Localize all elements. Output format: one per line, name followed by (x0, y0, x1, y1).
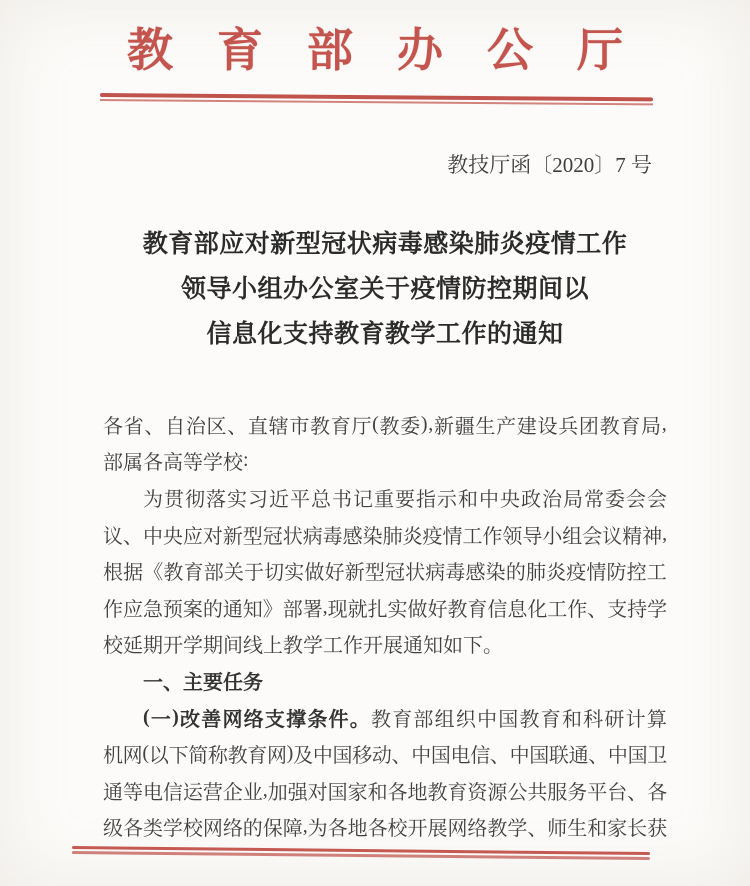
body-line: 议 、 中 央 应 对 新 型 冠 状 病 毒 感 染 肺 炎 疫 情 工 作 领 导 小 组 会 议 精 神 , (103, 522, 668, 548)
title-line: 信息化支持教育教学工作的通知 (206, 321, 564, 348)
body-line: ( 一 ) 改 善 网 络 支 撑 条 件 。 教 育 部 组 织 中 国 教 育 和 科 研 计 算 (143, 705, 667, 731)
document-number: 教技厅函〔2020〕7 号 (447, 153, 652, 177)
body-line: 各 省 、 自 治 区 、 直 辖 市 教 育 厅 ( 教 委 ) , 新 疆 生 产 建 设 兵 团 教 育 局 , (103, 412, 667, 438)
body-line: 一 、 主 要 任 务 (143, 671, 263, 694)
document-title (103, 222, 667, 357)
body-line: 为 贯 彻 落 实 习 近 平 总 书 记 重 要 指 示 和 中 央 政 治 局 常 委 会 会 (143, 488, 667, 511)
letterhead (0, 22, 750, 80)
agency-name: 教育部办公厅 (127, 25, 667, 76)
document-body (103, 406, 667, 845)
body-line: 校 延 期 开 学 期 间 线 上 教 学 工 作 开 展 通 知 如 下 。 (103, 635, 503, 658)
title-line: 教育部应对新型冠状病毒感染肺炎疫情工作 (142, 231, 628, 258)
body-line: 部 属 各 高 等 学 校 : (103, 449, 249, 475)
body-line: 级 各 类 学 校 网 络 的 保 障 , 为 各 地 各 校 开 展 网 络 教 学 、 师 生 和 家 长 获 (103, 815, 668, 841)
body-line: 机 网 ( 以 下 简 称 教 育 网 ) 及 中 国 移 动 、 中 国 电 信 、 中 国 联 通 、 中 国 卫 (103, 742, 668, 768)
body-line: 根 据 《 教 育 部 关 于 切 实 做 好 新 型 冠 状 病 毒 感 染 的 肺 炎 疫 情 防 控 工 (103, 562, 667, 585)
title-line: 领导小组办公室关于疫情防控期间以 (180, 276, 589, 303)
body-line: 通 等 电 信 运 营 企 业 , 加 强 对 国 家 和 各 地 教 育 资 源 公 共 服 务 平 台 、 各 (103, 778, 668, 804)
letterhead-rule (100, 93, 653, 105)
footer-rule (72, 846, 650, 860)
body-line: 作 应 急 预 案 的 通 知 》 部 署 , 现 就 扎 实 做 好 教 育 信 息 化 工 作 、 支 持 学 (103, 595, 668, 621)
